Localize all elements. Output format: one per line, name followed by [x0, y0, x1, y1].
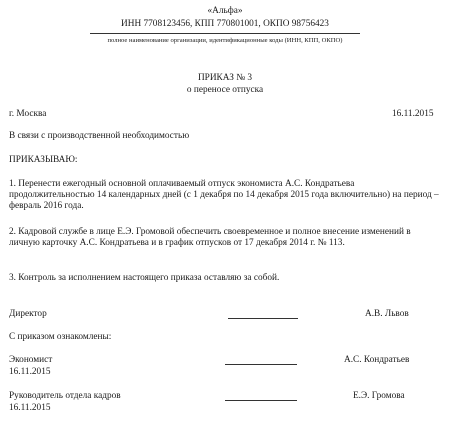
acquainted-signature-line-1 — [225, 364, 297, 365]
order-item-3: 3. Контроль за исполнением настоящего приказа оставляю за собой. — [9, 273, 280, 283]
acquainted-name-2: Е.Э. Громова — [353, 391, 405, 401]
order-reason: В связи с производственной необходимостью — [9, 131, 190, 141]
order-item-2: 2. Кадровой службе в лице Е.Э. Громовой обеспечить своевременное и полное внесение изменений в личную карточку А.С. Кондратьева и в график отпусков от 17 декабря 2014 г. № 113. — [9, 227, 411, 249]
org-name: «Альфа» — [207, 6, 243, 16]
acquainted-heading: С приказом ознакомлены: — [9, 332, 112, 342]
order-date: 16.11.2015 — [392, 109, 434, 119]
order-subtitle: о переносе отпуска — [186, 85, 264, 95]
acquainted-signature-line-2 — [225, 400, 297, 401]
director-name: А.В. Львов — [365, 309, 409, 319]
acquainted-position-2: Руководитель отдела кадров — [9, 391, 121, 401]
acquainted-date-2: 16.11.2015 — [9, 403, 51, 413]
director-position: Директор — [9, 309, 47, 319]
org-codes: ИНН 7708123456, КПП 770801001, ОКПО 98756423 — [121, 19, 329, 29]
acquainted-date-1: 16.11.2015 — [9, 367, 51, 377]
order-city: г. Москва — [9, 109, 47, 119]
org-caption: полное наименование организации, идентификационные коды (ИНН, КПП, ОКПО) — [107, 37, 343, 44]
order-command: ПРИКАЗЫВАЮ: — [9, 155, 78, 165]
order-item-1: 1. Перенести ежегодный основной оплачиваемый отпуск экономиста А.С. Кондратьева продолжительностью 14 календарных дней (с 1 декабря по 14 декабря 2015 года включительно) на период – февраль 2016 года. — [9, 179, 439, 212]
order-title: ПРИКАЗ № 3 — [197, 73, 253, 83]
acquainted-position-1: Экономист — [9, 355, 53, 365]
org-underline — [90, 33, 360, 34]
director-signature-line — [228, 318, 298, 319]
acquainted-name-1: А.С. Кондратьев — [344, 355, 410, 365]
